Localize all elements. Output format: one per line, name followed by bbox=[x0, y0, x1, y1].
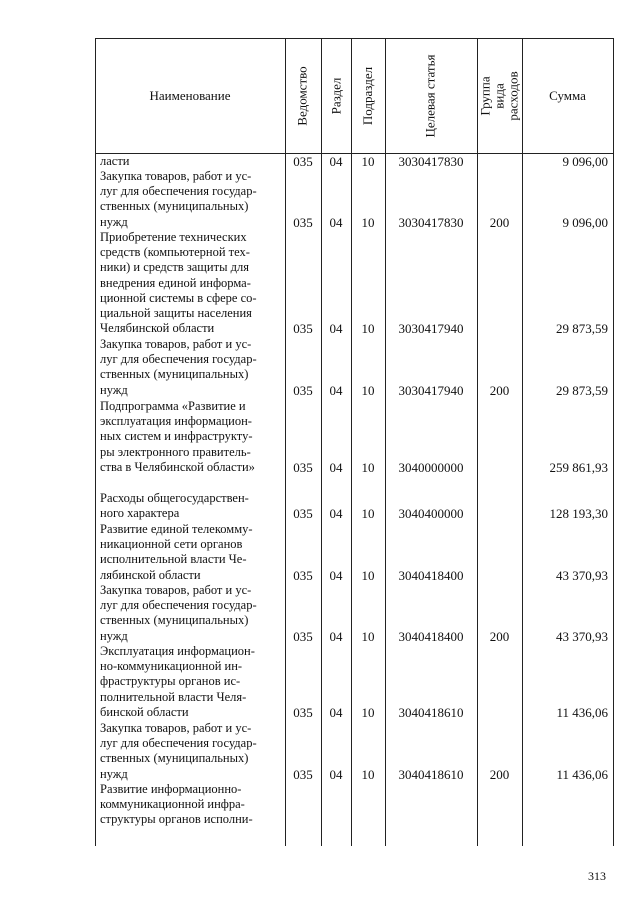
row-name-line: исполнительной власти Че- bbox=[100, 552, 247, 567]
row-name-line: внедрения единой информа- bbox=[100, 275, 251, 290]
row-name-line: ры электронного правитель- bbox=[100, 444, 251, 459]
row-summa: 259 861,93 bbox=[549, 459, 608, 475]
row-podrazdel: 10 bbox=[361, 154, 375, 169]
page-number: 313 bbox=[588, 869, 606, 883]
row-razdel: 04 bbox=[329, 704, 343, 720]
row-razdel: 04 bbox=[329, 154, 343, 169]
row-name-line: полнительной власти Челя- bbox=[100, 689, 247, 704]
row-podrazdel: 10 bbox=[361, 382, 375, 398]
row-name-line: ства в Челябинской области» bbox=[100, 459, 255, 474]
row-ved: 035 bbox=[293, 628, 313, 644]
budget-table bbox=[95, 38, 613, 846]
row-ved: 035 bbox=[293, 321, 313, 337]
row-celevaya: 3040418610 bbox=[398, 704, 464, 720]
row-celevaya: 3030417830 bbox=[398, 214, 464, 230]
row-celevaya: 3030417940 bbox=[398, 382, 464, 398]
row-gruppa: 200 bbox=[489, 628, 510, 644]
header-gruppa: Группа вида расходов bbox=[477, 70, 521, 121]
row-name-line: никационной сети органов bbox=[100, 537, 243, 552]
row-celevaya: 3040418400 bbox=[398, 567, 464, 583]
row-summa: 43 370,93 bbox=[556, 628, 608, 644]
row-summa: 29 873,59 bbox=[556, 321, 608, 337]
row-summa: 11 436,06 bbox=[556, 704, 608, 720]
row-podrazdel: 10 bbox=[361, 321, 375, 337]
row-ved: 035 bbox=[293, 766, 313, 782]
row-name-line: ного характера bbox=[100, 506, 180, 521]
row-celevaya: 3040418610 bbox=[398, 766, 464, 782]
row-name-line: Закупка товаров, работ и ус- bbox=[100, 337, 252, 351]
header-name: Наименование bbox=[149, 88, 231, 103]
row-name-line: луг для обеспечения государ- bbox=[100, 184, 257, 199]
row-name-line: Расходы общегосударствен- bbox=[100, 491, 249, 505]
row-summa: 9 096,00 bbox=[562, 214, 608, 230]
row-razdel: 04 bbox=[329, 321, 343, 337]
row-name-line: Закупка товаров, работ и ус- bbox=[100, 583, 252, 597]
row-ved: 035 bbox=[293, 382, 313, 398]
row-name-line: нужд bbox=[100, 214, 128, 229]
col-border bbox=[95, 38, 96, 846]
row-ved: 035 bbox=[293, 214, 313, 230]
row-gruppa: 200 bbox=[489, 214, 510, 230]
row-name-line: луг для обеспечения государ- bbox=[100, 352, 257, 367]
row-name-line: Закупка товаров, работ и ус- bbox=[100, 169, 252, 183]
header-ved: Ведомство bbox=[295, 65, 310, 126]
header-razdel: Раздел bbox=[328, 77, 343, 114]
row-name-line: ственных (муниципальных) bbox=[100, 199, 249, 214]
row-gruppa: 200 bbox=[489, 382, 510, 398]
row-razdel: 04 bbox=[329, 214, 343, 230]
row-ved: 035 bbox=[293, 459, 313, 475]
row-name-line: Приобретение технических bbox=[100, 230, 247, 244]
row-name-line: нужд bbox=[100, 382, 128, 397]
row-name-line: но-коммуникационной ин- bbox=[100, 659, 243, 674]
row-name-line: ных систем и инфраструкту- bbox=[100, 429, 253, 444]
row-celevaya: 3040400000 bbox=[398, 506, 464, 522]
row-name-line: лябинской области bbox=[100, 567, 201, 582]
row-name-line: нужд bbox=[100, 766, 128, 781]
row-celevaya: 3030417940 bbox=[398, 321, 464, 337]
row-name-line: ственных (муниципальных) bbox=[100, 367, 249, 382]
row-summa: 11 436,06 bbox=[556, 766, 608, 782]
row-name-line: луг для обеспечения государ- bbox=[100, 598, 257, 613]
row-podrazdel: 10 bbox=[361, 704, 375, 720]
row-podrazdel: 10 bbox=[361, 214, 375, 230]
row-name-line: Закупка товаров, работ и ус- bbox=[100, 721, 252, 735]
row-name-line: нужд bbox=[100, 628, 128, 643]
row-name-line: структуры органов исполни- bbox=[100, 812, 253, 827]
row-name-line: Эксплуатация информацион- bbox=[100, 644, 255, 658]
row-name-line: Подпрограмма «Развитие и bbox=[100, 399, 246, 413]
row-name-line: Челябинской области bbox=[100, 321, 215, 336]
header-podrazdel: Подраздел bbox=[360, 66, 376, 125]
row-razdel: 04 bbox=[329, 382, 343, 398]
row-name-line: циальной защиты населения bbox=[100, 306, 252, 320]
row-summa: 9 096,00 bbox=[562, 154, 608, 169]
row-name-line: ласти bbox=[100, 154, 130, 168]
header-celevaya: Целевая статья bbox=[422, 53, 438, 138]
row-razdel: 04 bbox=[329, 628, 343, 644]
row-summa: 128 193,30 bbox=[549, 506, 608, 522]
row-ved: 035 bbox=[293, 704, 313, 720]
row-name-line: ционной системы в сфере со- bbox=[100, 290, 257, 305]
row-razdel: 04 bbox=[329, 506, 343, 522]
row-name-line: Развитие информационно- bbox=[100, 782, 242, 796]
row-razdel: 04 bbox=[329, 766, 343, 782]
row-name-line: Развитие единой телекомму- bbox=[100, 522, 253, 536]
row-gruppa: 200 bbox=[489, 766, 510, 782]
row-celevaya: 3040418400 bbox=[398, 628, 464, 644]
row-summa: 43 370,93 bbox=[556, 567, 608, 583]
row-name-line: бинской области bbox=[100, 704, 189, 719]
row-podrazdel: 10 bbox=[361, 506, 375, 522]
row-name-line: луг для обеспечения государ- bbox=[100, 736, 257, 751]
row-podrazdel: 10 bbox=[361, 628, 375, 644]
row-podrazdel: 10 bbox=[361, 567, 375, 583]
row-podrazdel: 10 bbox=[361, 459, 375, 475]
row-ved: 035 bbox=[293, 154, 313, 169]
row-name-line: ственных (муниципальных) bbox=[100, 751, 249, 766]
row-celevaya: 3030417830 bbox=[398, 154, 464, 169]
row-podrazdel: 10 bbox=[361, 766, 375, 782]
row-name-line: эксплуатация информацион- bbox=[100, 414, 252, 429]
row-name-line: коммуникационной инфра- bbox=[100, 797, 245, 812]
row-name-line: средств (компьютерной тех- bbox=[100, 245, 250, 260]
row-celevaya: 3040000000 bbox=[398, 459, 464, 475]
row-razdel: 04 bbox=[329, 459, 343, 475]
row-name-line: фраструктуры органов ис- bbox=[100, 674, 241, 689]
row-name-line: ственных (муниципальных) bbox=[100, 613, 249, 628]
row-summa: 29 873,59 bbox=[556, 382, 608, 398]
row-razdel: 04 bbox=[329, 567, 343, 583]
col-border bbox=[477, 38, 478, 846]
header-summa: Сумма bbox=[549, 88, 586, 103]
row-ved: 035 bbox=[293, 567, 313, 583]
col-border bbox=[613, 38, 614, 846]
row-name-line: ники) и средств защиты для bbox=[100, 260, 249, 275]
row-ved: 035 bbox=[293, 506, 313, 522]
